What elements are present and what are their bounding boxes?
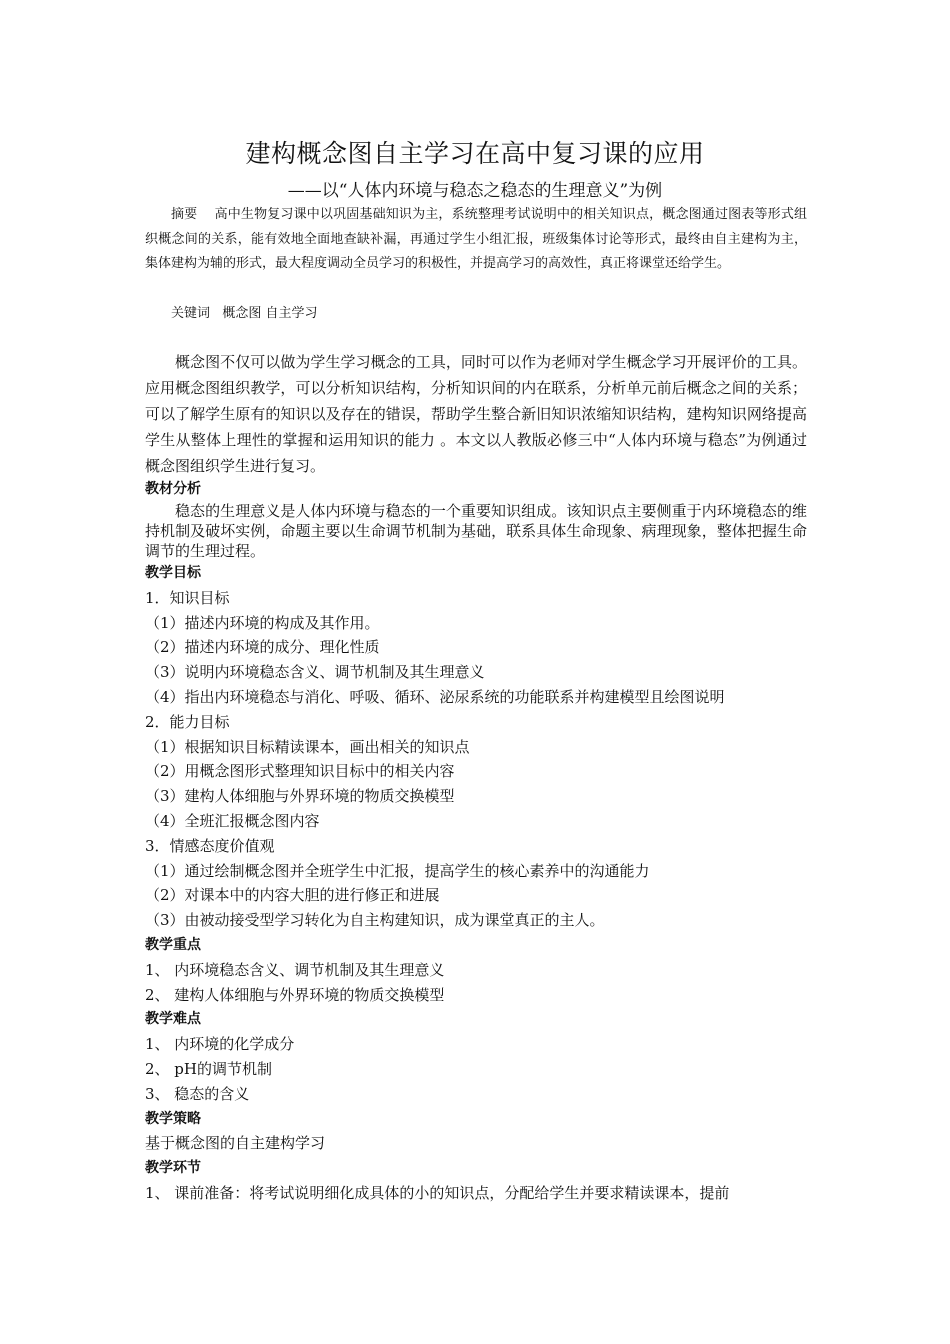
list-item: （2）描述内环境的成分、理化性质: [145, 638, 380, 657]
list-item: （1）根据知识目标精读课本，画出相关的知识点: [145, 737, 470, 756]
section-heading-process: 教学环节: [145, 1160, 201, 1177]
document-body: [145, 478, 807, 1206]
list-item: 2、 pH的调节机制: [145, 1059, 272, 1078]
list-item: 1．知识目标: [145, 588, 230, 607]
section-heading-objectives: 教学目标: [145, 565, 201, 581]
list-item: （2）用概念图形式整理知识目标中的相关内容: [145, 762, 455, 781]
list-item: （3）说明内环境稳态含义、调节机制及其生理意义: [145, 663, 485, 682]
list-item: （1）通过绘制概念图并全班学生中汇报，提高学生的核心素养中的沟通能力: [145, 861, 650, 880]
list-item: 2．能力目标: [145, 712, 230, 731]
section-heading-key-points: 教学重点: [145, 936, 201, 953]
list-item: 3、 稳态的含义: [145, 1084, 250, 1103]
list-item: 1、 课前准备：将考试说明细化成具体的小的知识点，分配给学生并要求精读课本，提前: [145, 1183, 730, 1202]
abstract: [145, 203, 807, 277]
list-item: 3．情感态度价值观: [145, 836, 275, 855]
section-heading-difficulties: 教学难点: [145, 1011, 201, 1028]
intro-text: 概念图不仅可以做为学生学习概念的工具，同时可以作为老师对学生概念学习开展评价的工具。应用概念图组织教学，可以分析知识结构，分析知识间的内在联系，分析单元前后概念之间的关系；可以了解学生原有的知识以及存在的错误，帮助学生整合新旧知识浓缩知识结构，建构知识网络提高学生从整体上理性的掌握和运用知识的能力 。本文以人教版必修三中“人体内环境与稳态”为例通过概念图组织学生进行复习。: [145, 353, 807, 475]
section-heading-strategy: 教学策略: [145, 1110, 201, 1127]
document-title: 建构概念图自主学习在高中复习课的应用: [245, 139, 705, 168]
keywords-values: 概念图 自主学习: [222, 306, 318, 321]
keywords: [171, 302, 318, 321]
list-item: 基于概念图的自主建构学习: [145, 1134, 326, 1153]
section-heading-analysis: 教材分析: [145, 481, 201, 497]
abstract-label: 摘要: [171, 207, 198, 222]
list-item: 1、 内环境稳态含义、调节机制及其生理意义: [145, 960, 445, 979]
list-item: （4）指出内环境稳态与消化、呼吸、循环、泌尿系统的功能联系并构建模型且绘图说明: [145, 687, 725, 706]
intro-paragraph: [145, 349, 807, 479]
analysis-text: 稳态的生理意义是人体内环境与稳态的一个重要知识组成。该知识点主要侧重于内环境稳态的维持机制及破坏实例，命题主要以生命调节机制为基础，联系具体生命现象、病理现象，整体把握生命调节的生理过程。: [145, 502, 807, 560]
list-item: （3）由被动接受型学习转化为自主构建知识，成为课堂真正的主人。: [145, 911, 605, 930]
list-item: （4）全班汇报概念图内容: [145, 811, 320, 830]
list-item: （3）建构人体细胞与外界环境的物质交换模型: [145, 787, 455, 806]
list-item: （1）描述内环境的构成及其作用。: [145, 613, 380, 632]
list-item: 2、 建构人体细胞与外界环境的物质交换模型: [145, 985, 445, 1004]
abstract-text: 高中生物复习课中以巩固基础知识为主，系统整理考试说明中的相关知识点，概念图通过图表等形式组织概念间的关系，能有效地全面地查缺补漏，再通过学生小组汇报，班级集体讨论等形式，最终由自主建构为主，集体建构为辅的形式，最大程度调动全员学习的积极性，并提高学习的高效性，真正将课堂还给学生。: [145, 207, 807, 271]
document-subtitle: ——以“人体内环境与稳态之稳态的生理意义”为例: [287, 181, 663, 201]
objectives-list: [145, 586, 807, 933]
keywords-label: 关键词: [171, 306, 211, 321]
list-item: （2）对课本中的内容大胆的进行修正和进展: [145, 886, 440, 905]
analysis-paragraph: [145, 501, 807, 561]
list-item: 1、 内环境的化学成分: [145, 1035, 295, 1054]
